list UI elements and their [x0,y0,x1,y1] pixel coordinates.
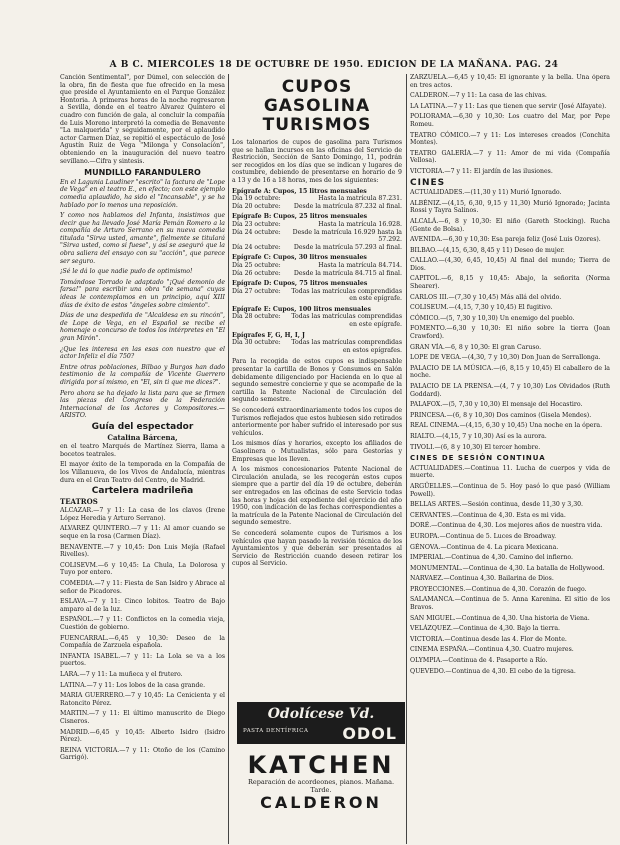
guia-list [60,443,225,484]
teatros-title: TEATROS [60,496,98,506]
teatro-listing: BENAVENTE.—7 y 10,45: Don Luis Mejía (Rafael Rivelles). [60,543,225,559]
epigrafe-heading: Epígrafe C: Cupos, 30 litros mensuales [232,254,367,262]
cine-listing: AVENIDA.—6,30 y 10,30: Esa pareja feliz (José Luis Ozores). [410,236,601,244]
teatro-listing: FUENCARRAL.—6,45 y 10,30: Deseo de la Compañía de Zarzuela española. [60,634,225,650]
teatro-listing: LA LATINA.—7 y 11: Las que tienen que servir (José Alfayate). [410,102,607,110]
teatro-listing: COMEDIA.—7 y 11: Fiesta de San Isidro y Abrace al señor de Picadores. [60,580,225,595]
teatro-listing: ZARZUELA.—6,45 y 10,45: El ignorante y la bella. Una ópera en tres actos. [410,74,610,89]
epigrafe-date: Día 24 octubre: [232,243,281,251]
epigrafe-date: Día 25 octubre: [232,261,281,269]
katchen-place: CALDERON [260,793,382,812]
cine-listing: PALAFOX.—(5, 7,30 y 10,30) El mensaje del Hocastiro. [410,401,583,409]
cupos-paragraph: Para la recogida de estos cupos es indispensable presentar la cartilla de Bonos y Consumos en Salón debidamente diligenciado por Hacienda en lo que al segundo semestre concierne y que se acompañe de la cartilla la Patente Nacional de Circulación del segundo semestre. [232,358,402,404]
sesion-continua-title: CINES DE SESIÓN CONTINUA [410,454,546,463]
teatro-listing: ALVAREZ QUINTERO.—7 y 11: Al amor cuando se seque en la rosa (Carmen Díaz). [60,525,225,541]
odol-brand: ODOL [342,724,397,743]
epigrafe-heading: Epígrafe D: Cupos, 75 litros mensuales [232,280,368,288]
teatro-listing: ALCAZAR.—7 y 11: La casa de los clavos (Irene López Heredia y Arturo Serrano). [60,507,225,522]
epigrafe-text: Todas las matrículas comprendidas en estos epígrafes. [291,339,402,354]
epigrafe-text: Desde la matrícula 16.929 hasta la 57.292. [292,228,402,244]
column-rule-right [406,74,407,844]
epigrafe-row [232,313,402,328]
teatro-listing: TEATRO CÓMICO.—7 y 11: Los intereses creados (Conchita Montes). [410,131,610,147]
cine-listing: PALACIO DE LA MÚSICA.—(6, 8,15 y 10,45) El caballero de la noche. [410,364,610,380]
teatro-listing: LARA.—7 y 11: La muñeca y el frutero. [60,670,183,678]
cine-listing: PALACIO DE LA PRENSA.—(4, 7 y 10,30) Los Olvidados (Ruth Goddard). [410,383,610,398]
cine-listing: PRINCESA.—(6, 8 y 10,30) Dos caminos (Gisela Mendes). [410,411,592,419]
epigrafe-date: Día 28 octubre: [232,313,281,321]
cine-listing: CÓMICO.—(5, 7,30 y 10,30) Un enemigo del pueblo. [410,314,575,322]
epigrafe-row [232,221,402,229]
cine-listing: LOPE DE VEGA.—(4,30, 7 y 10,30) Don Juan de Serrallonga. [410,354,601,362]
mundillo-item: En el Lagunia Laudiner "escrito" la factura de "Lope de Vega" en el teatro E., en efecto; con este ejemplo comedia aplaudido, ha sido el "Incansable", y se ha hablado por lo menos una reposición. [60,178,225,209]
cartelera-title: Cartelera madrileña [91,486,194,497]
sesion-continua-listing: IMPERIAL.—Continua de 4,30. Camino del infierno. [410,554,573,562]
sesion-continua-listing: CERVANTES.—Continua de 4,30. Esta es mi vida. [410,511,566,519]
odol-small-text: PASTA DENTÍFRICA [243,728,309,734]
sesion-continua-listing: DORÉ.—Continua de 4,30. Los mejores años de nuestra vida. [410,522,603,530]
epigrafe-heading: Epígrafe A: Cupos, 15 litros mensuales [232,187,367,195]
epigrafe-text: Hasta la matrícula 84.714. [318,261,402,269]
epigrafe-heading: Epígrafe B: Cupos, 25 litros mensuales [232,213,368,221]
cine-listing: GRAN VÍA.—6, 8 y 10,30: El gran Caruso. [410,343,542,351]
mundillo-item: Tomándose Torrado le adaptado "¡Qué demonio de farsa!" para escribir una obra "de semana" cuyas ideas le contemplamos en un principio, aquí XIII días de éxito de estos "ángeles sobre cimiento". [60,278,225,309]
mundillo-item: Entre otras poblaciones, Bilbao y Burgos han dado testimonio de la compañía de Vicente Guerrero dirigida por sí mismo, en "El, sin ti que me dices?". [60,363,225,386]
epigrafe-row [232,244,402,252]
epigrafe-row [232,229,402,244]
cupos-paragraph: Se concederá extraordinariamente todos los cupos de Turismos reflejados que estos hubiesen sido retirados anteriormente por haber sufrido el interesado por sus vehículos. [232,407,402,437]
epigrafe-row [232,195,402,203]
epigrafes-list [232,188,402,355]
teatro-listing: INFANTA ISABEL.—7 y 11: La Lola se va a los puertos. [60,652,225,668]
epigrafe-row [232,339,402,354]
sesion-continua-listing: QUEVEDO.—Continua de 4,30. El cebo de la tigresa. [410,667,576,675]
epigrafe-text: Desde la matrícula 84.715 al final. [293,269,402,277]
epigrafe-text: Todas las matrículas comprendidas en este epígrafe. [291,287,402,303]
guia-title: Guía del espectador [91,421,194,432]
teatro-listing: TEATRO GALERÍA.—7 y 11: Amor de mi vida (Compañía Vellosa). [410,149,610,165]
epigrafe-date: Día 24 octubre: [232,228,281,236]
mundillo-item: Días de una despedida de "Alcaldesa en su rincón", de Lope de Vega, en el Español se recibe el homenaje o concurso de todos los intérpretes en "El gran Mirón". [60,312,225,342]
teatro-listing: VICTORIA.—7 y 11: El jardín de las ilusiones. [410,167,553,175]
cine-listing: ALBÉNIZ.—(4,15, 6,30, 9,15 y 11,30) Murió Ignorado; Jacinta Rossi y Tayra Salinos. [410,199,610,215]
sesion-continua-listing: MONUMENTAL.—Continua de 4,30. La batalla de Hollywood. [410,564,605,572]
epigrafe-text: Desde la matrícula 87.232 al final. [293,202,402,210]
katchen-description: Reparación de acordeones, pianos. Mañana. Tarde. [247,778,395,794]
teatro-listing: COLISEVM.—6 y 10,45: La Chula, La Dolorosa y Tuyo por entero. [60,561,225,577]
sesion-continua-listing: VICTORIA.—Continua desde las 4. Flor de Monte. [410,635,567,643]
cine-listing: ALCALÁ.—6, 8 y 10,30: El niño (Gareth Stocking). Rucha (Gente de Bolsa). [410,217,610,233]
epigrafe-date: Día 23 octubre: [232,220,281,228]
cine-listing: REAL CINEMA.—(4,15, 6,30 y 10,45) Una noche en la ópera. [410,422,603,430]
cines-title: CINES [410,177,446,188]
odol-slogan: Odolícese Vd. [267,706,375,722]
sesion-continua-listing: VELÁZQUEZ.—Continua de 4,30. Bajo la tierra. [410,625,561,633]
epigrafe-text: Hasta la matrícula 16.928. [318,220,402,228]
intro-paragraph: Canción Sentimental", por Dúmel, con selección de la obra, fin de fiesta que fue ofrecido en la mesa que preside el Ayuntamiento en el Parque González Hontoria. A primeras horas de la noche regresaron a Sevilla, donde en el teatro Álvarez Quintero el cuadro con función de gala, al concluir la compañía de Luis Moreno interpretó la comedia de Benavente "La malquerida" y seguidamente, por el aplaudido actor Carmen Díaz, se repitió el espectáculo de José Agustín Ruiz de Vega "Milonga y Consolación", obteniendo en la inauguración del nuevo teatro sevillano.—Cifra y sintesis. [60,74,225,165]
teatro-listing: MARIA GUERRERO.—7 y 10,45: La Cenicienta y el Ratoncito Pérez. [60,692,225,707]
right-column [410,74,610,844]
epigrafe-row [232,203,402,211]
katchen-advertisement [237,752,405,812]
odol-advertisement [237,702,405,744]
epigrafe-row [232,288,402,303]
cine-listing: CALLAO.—(4,30, 6,45, 10,45) Al final del mundo; Tierra de Dios. [410,257,610,272]
sesion-continua-listing: SAN MIGUEL.—Continua de 4,30. Una historia de Viena. [410,614,590,622]
teatro-listing: ESPAÑOL.—7 y 11: Conflictos en la comedia vieja, Cuestión de gobierno. [60,616,225,631]
teatro-listing: REINA VICTORIA.—7 y 11: Otoño de los (Camino Garrigó). [60,746,225,762]
cine-listing: CAPITOL.—6, 8,15 y 10,45: Abajo, la señorita (Norma Shearer). [410,275,610,291]
teatro-listing: LATINA.—7 y 11: Los lobos de la casa grande. [60,681,206,689]
sesion-continua-listing: NARVAEZ.—Continua 4,30. Bailarina de Dios. [410,575,554,583]
teatro-listing: ESLAVA.—7 y 11: Cinco lobitos. Teatro de Bajo amparo al de la luz. [60,598,225,613]
cupos-paragraph: Los mismos días y horarios, excepto los afiliados de Gasolinera o Mutualistas, sólo para Gestorías y Empresas que los lleven. [232,440,402,463]
sesion-continua-list [410,465,610,675]
sesion-continua-listing: GÉNOVA.—Continua de 4. La picara Mexicana. [410,543,559,551]
cupos-title: CUPOS GASOLINA TURISMOS [262,77,372,135]
sesion-continua-listing: PROYECCIONES.—Continua de 4,30. Corazón de fuego. [410,585,587,593]
epigrafe-date: Día 27 octubre: [232,287,281,295]
epigrafe-text: Todas las matrículas comprendidas en este epígrafe. [291,313,402,329]
guia-subtitle: Catalina Bárcena, [107,432,178,442]
katchen-name: KATCHEN [247,751,395,779]
cine-listing: ACTUALIDADES.—(11,30 y 11) Murió Ignorado. [410,189,562,197]
sesion-continua-listing: ARGÜELLES.—Continua de 5. Hoy pasó lo que pasó (William Powell). [410,482,610,498]
column-rule-left [228,74,229,844]
sesion-continua-listing: EUROPA.—Continua de 5. Luces de Broadway. [410,532,557,540]
mundillo-item: ¿Que les interesa en las esas con nuestro que el actor Infeliz el día 750? [60,345,225,361]
sesion-continua-listing: SALAMANCA.—Continua de 5. Anna Karenina. El sitio de los Bravos. [410,596,610,612]
epigrafe-date: Día 30 octubre: [232,339,281,347]
cine-listing: BILBAO.—(4,15, 6,30, 8,45 y 11) Deseo de mujer. [410,246,565,254]
teatro-listing: MARTIN.—7 y 11: El último manuscrito de Diego Cisneros. [60,710,225,725]
guia-item: El mayor éxito de la temporada en la Compañía de los Villanueva, de los Vivos de Andalucía, mientras dura en el Gran Teatro del Centro, de Madrid. [60,461,225,484]
cupos-paragraph: Se concederá solamente cupos de Turismos a los vehículos que hayan pasado la revisión técnica de los Ayuntamientos y que deberán ser presentados al Servicio de Restricción cuando deseen retirar los cupos al Servicio. [232,529,402,568]
epigrafe-heading: Epígrafe E: Cupos, 100 litros mensuales [232,305,371,313]
teatros-continued-list [410,74,610,176]
sesion-continua-listing: ACTUALIDADES.—Continua 11. Lucha de cuerpos y vida de muerte. [410,464,610,480]
sesion-continua-listing: BELLAS ARTES.—Sesión continua, desde 11,30 y 3,30. [410,501,584,509]
mundillo-list [60,179,225,420]
mundillo-title: MUNDILLO FARANDULERO [84,168,201,178]
cine-listing: TIVOLI.—(6, 8 y 10,30) El tercer hombre. [410,443,541,451]
cine-listing: RIALTO.—(4,15, 7 y 10,30) Así es la aurora. [410,432,547,440]
cine-listing: FOMENTO.—6,30 y 10,30: El niño sobre la tierra (Joan Crawford). [410,325,610,341]
cines-list [410,189,610,451]
teatros-list [60,507,225,762]
epigrafe-date: Día 20 octubre: [232,202,281,210]
teatro-listing: CALDERON.—7 y 11: La casa de las chivas. [410,92,547,100]
sesion-continua-listing: CINEMA ESPAÑA.—Continua 4,30. Cuatro mujeres. [410,646,574,654]
page-header: A B C. MIERCOLES 18 DE OCTUBRE DE 1950. EDICION DE LA MAÑANA. PAG. 24 [109,60,559,70]
mundillo-item: Y como nos hablamos del Infanta, insistimos que decir que ha llevado José María Pemán Romero a la compañía de Arturo Serrano en su nueva comedia titulada "Sirva usted, amante", fielmente se titulará "Sirva usted, como si fuese", y así se aseguró que la obra saliera del ensayo con su "acción", que parece ser seguro. [60,212,225,265]
mundillo-item: ¡Sé le dá lo que nadie pudo de optimismo! [60,268,193,276]
mundillo-item: Pero ahora se ha dejado la lista para que se firmen las piezas del Congreso de la Federación Internacional de los Actores y Compositores.—ARISTO. [60,389,225,420]
teatro-listing: POLIORAMA.—6,30 y 10,30: Los cuatro del Mar, por Pepe Romeu. [410,113,610,128]
epigrafe-text: Desde la matrícula 57.293 al final. [293,243,402,251]
cupos-intro: Los talonarios de cupos de gasolina para Turismos que se hallan incursos en las oficinas del Servicio de Restricción, Sección de Santo Domingo, 11, podrán ser recogidos en los días que se indican y lugares de costumbre, debiendo de presentarse en horario de 9 a 13 y de 16 a 18 horas, mes de los siguientes: [232,139,402,184]
middle-column [232,74,402,698]
epigrafe-date: Día 19 octubre: [232,195,281,203]
teatro-listing: MADRID.—6,45 y 10,45: Alberto Isidro (Isidro Pérez). [60,728,225,744]
epigrafe-row [232,270,402,278]
epigrafe-date: Día 26 octubre: [232,269,281,277]
epigrafe-heading: Epígrafes F, G, H, I, J [232,331,305,339]
left-column [60,74,225,844]
guia-item: en el teatro Marqués de Martínez Sierra, llama a bocetos teatrales. [60,443,225,458]
cupos-paragraph: A los mismos concesionarios Patente Nacional de Circulación anulada, se les recogerán estos cupos siempre que a partir del día 19 de octubre, deberán ser entregados en las oficinas de este Servicio todas las horas y hojas del expediente del ejercicio del año 1950, con indicación de las fechas correspondientes a la matrícula de la Patente Nacional de Circulación del segundo semestre. [232,466,402,527]
sesion-continua-listing: OLYMPIA.—Continua de 4. Pasaporte a Río. [410,657,548,665]
cupos-body [232,358,402,567]
epigrafe-text: Hasta la matrícula 87.231. [318,195,402,203]
epigrafe-row [232,262,402,270]
cine-listing: COLISEUM.—(4,15, 7,30 y 10,45) El fugitivo. [410,304,553,312]
cine-listing: CARLOS III.—(7,30 y 10,45) Más allá del olvido. [410,293,562,301]
